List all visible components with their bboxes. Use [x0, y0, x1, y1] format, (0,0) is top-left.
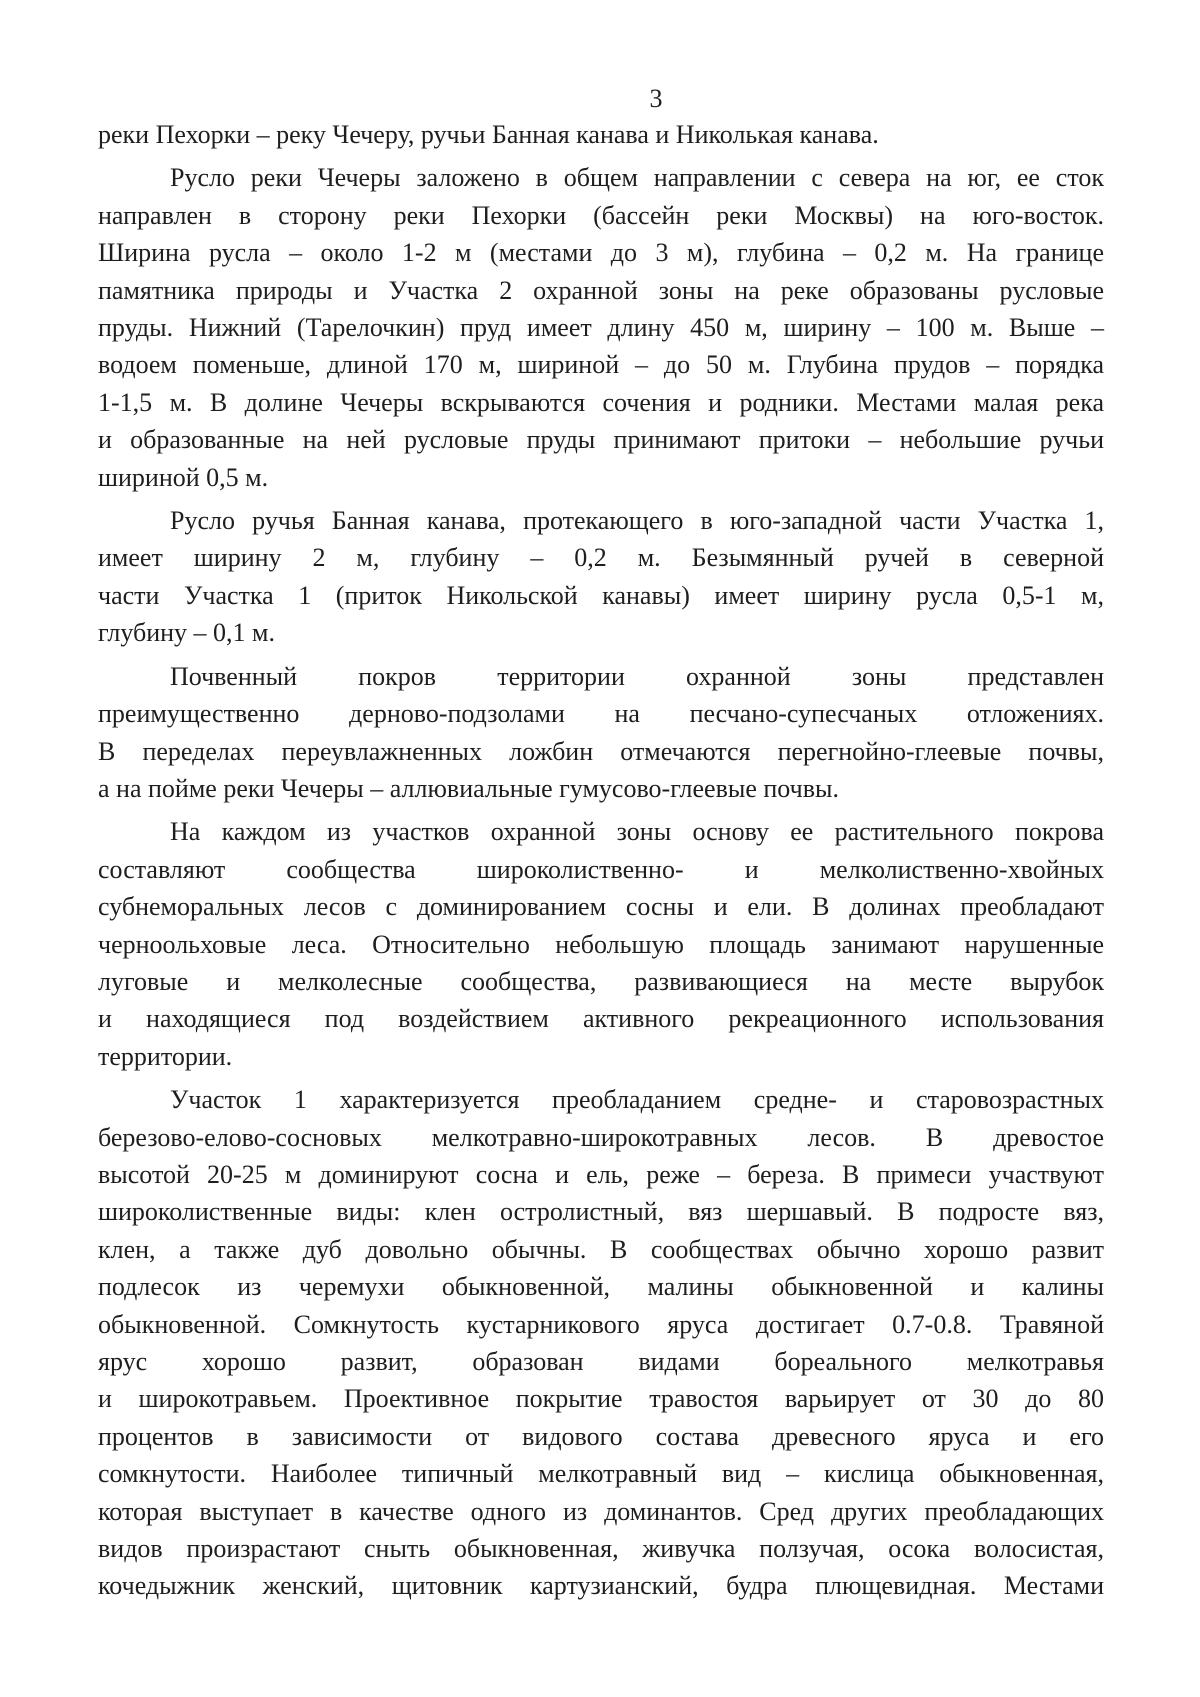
text-line: а на пойме реки Чечеры – аллювиальные гумусово-глеевые почвы. — [98, 773, 839, 803]
text-line: сомкнутости. Наиболее типичный мелкотравный вид – кислица обыкновенная, — [98, 1459, 1104, 1489]
text-line: направлен в сторону реки Пехорки (бассейн реки Москвы) на юго-восток. — [98, 200, 1104, 230]
text-line: которая выступает в качестве одного из доминантов. Сред других преобладающих — [98, 1496, 1104, 1526]
text-line: В переделах переувлажненных ложбин отмечаются перегнойно-глеевые почвы, — [98, 736, 1104, 766]
text-line: видов произрастают сныть обыкновенная, живучка ползучая, осока волосистая, — [98, 1534, 1104, 1564]
text-line: шириной 0,5 м. — [98, 462, 269, 492]
text-line: обыкновенной. Сомкнутость кустарникового яруса достигает 0.7-0.8. Травяной — [98, 1309, 1104, 1339]
text-line: составляют сообщества широколиственно- и мелколиственно-хвойных — [98, 854, 1104, 884]
body-text — [98, 116, 1104, 1605]
text-line: имеет ширину 2 м, глубину – 0,2 м. Безымянный ручей в северной — [98, 543, 1104, 573]
text-line: луговые и мелколесные сообщества, развивающиеся на месте вырубок — [98, 966, 1104, 996]
text-line: высотой 20-25 м доминируют сосна и ель, реже – береза. В примеси участвуют — [98, 1159, 1104, 1189]
text-line: и образованные на ней русловые пруды принимают притоки – небольшие ручьи — [98, 425, 1104, 455]
text-line: черноольховые леса. Относительно небольшую площадь занимают нарушенные — [98, 929, 1104, 959]
text-line: Почвенный покров территории охранной зоны представлен — [170, 661, 1104, 691]
text-line: Участок 1 характеризуется преобладанием средне- и старовозрастных — [170, 1085, 1104, 1115]
text-line: процентов в зависимости от видового состава древесного яруса и его — [98, 1421, 1104, 1451]
text-line: березово-елово-сосновых мелкотравно-широкотравных лесов. В древостое — [98, 1122, 1104, 1152]
paragraph — [98, 159, 1104, 496]
text-line: и широкотравьем. Проективное покрытие травостоя варьирует от 30 до 80 — [98, 1384, 1104, 1414]
paragraph — [98, 116, 1104, 153]
text-line: преимущественно дерново-подзолами на песчано-супесчаных отложениях. — [98, 699, 1104, 729]
text-line: подлесок из черемухи обыкновенной, малины обыкновенной и калины — [98, 1272, 1104, 1302]
text-line: 1-1,5 м. В долине Чечеры вскрываются сочения и родники. Местами малая река — [98, 387, 1104, 417]
paragraph — [98, 658, 1104, 808]
paragraph — [98, 813, 1104, 1075]
text-line: части Участка 1 (приток Никольской канавы) имеет ширину русла 0,5-1 м, — [98, 580, 1104, 610]
text-line: субнеморальных лесов с доминированием сосны и ели. В долинах преобладают — [98, 892, 1104, 922]
text-line: водоем поменьше, длиной 170 м, шириной – до 50 м. Глубина прудов – порядка — [98, 350, 1104, 380]
text-line: пруды. Нижний (Тарелочкин) пруд имеет длину 450 м, ширину – 100 м. Выше – — [98, 313, 1104, 343]
paragraph — [98, 502, 1104, 652]
text-line: территории. — [98, 1041, 233, 1071]
text-line: широколиственные виды: клен остролистный, вяз шершавый. В подросте вяз, — [98, 1197, 1104, 1227]
text-line: глубину – 0,1 м. — [98, 618, 275, 648]
page-number: 3 — [649, 84, 663, 113]
text-line: памятника природы и Участка 2 охранной зоны на реке образованы русловые — [98, 275, 1104, 305]
text-line: На каждом из участков охранной зоны основу ее растительного покрова — [170, 817, 1104, 847]
text-line: и находящиеся под воздействием активного рекреационного использования — [98, 1004, 1104, 1034]
text-line: Русло ручья Банная канава, протекающего в юго-западной части Участка 1, — [170, 506, 1104, 536]
paragraph — [98, 1081, 1104, 1605]
text-line: Ширина русла – около 1-2 м (местами до 3 м), глубина – 0,2 м. На границе — [98, 238, 1104, 268]
text-line: клен, а также дуб довольно обычны. В сообществах обычно хорошо развит — [98, 1234, 1104, 1264]
text-line: реки Пехорки – реку Чечеру, ручьи Банная канава и Николькая канава. — [98, 120, 879, 149]
text-line: Русло реки Чечеры заложено в общем направлении с севера на юг, ее сток — [170, 163, 1104, 193]
text-line: кочедыжник женский, щитовник картузианский, будра плющевидная. Местами — [98, 1571, 1104, 1601]
text-line: ярус хорошо развит, образован видами бореального мелкотравья — [98, 1347, 1104, 1376]
